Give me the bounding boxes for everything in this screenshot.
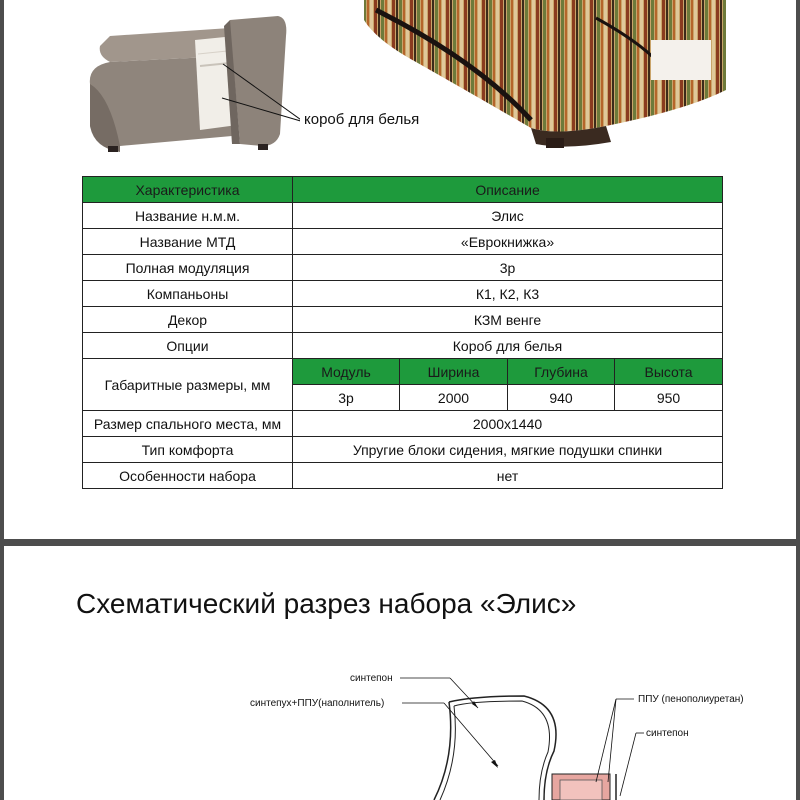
dimensions-header-row (83, 359, 723, 385)
row-value: К1, К2, К3 (293, 281, 723, 307)
table-row (83, 437, 723, 463)
callout-sintepuh-ppu: синтепух+ППУ(наполнитель) (250, 698, 385, 709)
table-row (83, 463, 723, 489)
spec-page (4, 0, 796, 539)
row-label: Полная модуляция (83, 255, 293, 281)
table-row (83, 333, 723, 359)
dim-header-depth: Глубина (508, 359, 615, 385)
table-row (83, 411, 723, 437)
spec-table (82, 176, 723, 489)
row-value: Короб для белья (293, 333, 723, 359)
dim-value-module: 3р (293, 385, 400, 411)
table-row (83, 229, 723, 255)
table-row (83, 281, 723, 307)
dim-value-height: 950 (615, 385, 723, 411)
row-label: Название н.м.м. (83, 203, 293, 229)
table-header-row (83, 177, 723, 203)
sofa-open-image (80, 6, 300, 156)
dim-header-height: Высота (615, 359, 723, 385)
callout-sintepon-right: синтепон (646, 728, 689, 739)
dim-header-module: Модуль (293, 359, 400, 385)
row-value: 3р (293, 255, 723, 281)
header-description: Описание (293, 177, 723, 203)
row-value: Упругие блоки сидения, мягкие подушки спинки (293, 437, 723, 463)
scheme-title: Схематический разрез набора «Элис» (76, 588, 577, 619)
row-value: Элис (293, 203, 723, 229)
row-value: «Еврокнижка» (293, 229, 723, 255)
row-label: Тип комфорта (83, 437, 293, 463)
row-label: Декор (83, 307, 293, 333)
table-row (83, 255, 723, 281)
dimensions-label: Габаритные размеры, мм (83, 359, 293, 411)
header-characteristic: Характеристика (83, 177, 293, 203)
dim-header-width: Ширина (400, 359, 508, 385)
row-label: Особенности набора (83, 463, 293, 489)
sofa-striped-image (356, 0, 732, 150)
row-label: Компаньоны (83, 281, 293, 307)
cross-section-diagram (4, 546, 796, 800)
row-value: 2000х1440 (293, 411, 723, 437)
row-value: нет (293, 463, 723, 489)
row-label: Название МТД (83, 229, 293, 255)
callout-sintepon-top: синтепон (350, 673, 393, 684)
table-row (83, 307, 723, 333)
row-label: Опции (83, 333, 293, 359)
row-value: КЗМ венге (293, 307, 723, 333)
table-row (83, 203, 723, 229)
row-label: Размер спального места, мм (83, 411, 293, 437)
dim-value-width: 2000 (400, 385, 508, 411)
scheme-page (4, 546, 796, 800)
dim-value-depth: 940 (508, 385, 615, 411)
storage-box-label: короб для белья (304, 111, 420, 128)
callout-ppu: ППУ (пенополиуретан) (638, 694, 744, 705)
